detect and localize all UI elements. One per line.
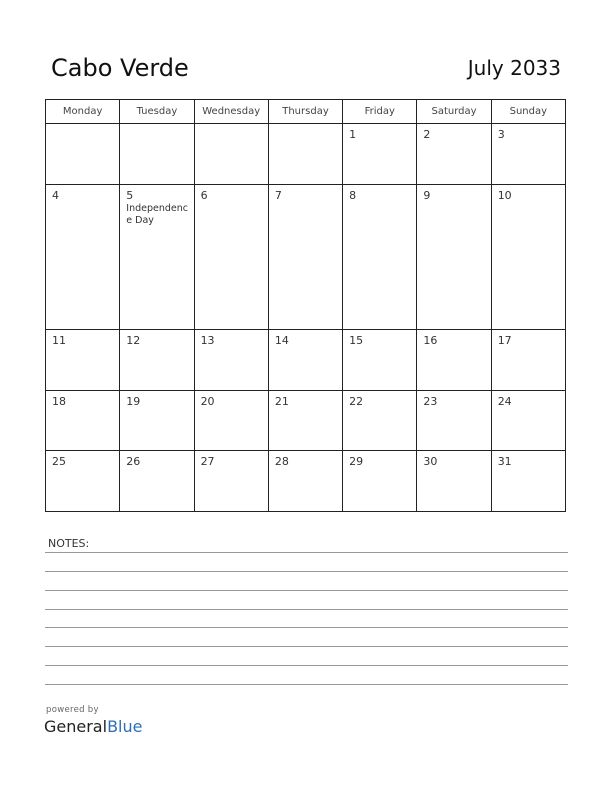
day-number: 31 <box>497 455 512 469</box>
day-cell <box>491 451 565 512</box>
day-cell <box>417 329 491 390</box>
week-row <box>46 124 566 185</box>
day-number: 1 <box>349 128 357 141</box>
day-cell <box>343 124 417 185</box>
day-cell <box>268 184 342 329</box>
notes-label: NOTES: <box>48 537 90 550</box>
day-cell <box>46 124 120 185</box>
weekday-sunday: Sunday <box>491 100 565 124</box>
brand-blue: Blue <box>107 717 143 736</box>
day-cell <box>120 329 194 390</box>
day-number: 12 <box>126 333 141 347</box>
week-row <box>46 184 566 329</box>
day-cell <box>268 451 342 512</box>
week-row <box>46 390 566 451</box>
day-number: 16 <box>423 333 438 347</box>
day-number: 22 <box>349 394 364 408</box>
day-number: 24 <box>497 394 512 408</box>
day-cell <box>343 184 417 329</box>
day-number: 6 <box>200 188 208 202</box>
day-number: 30 <box>423 455 438 469</box>
powered-by-text: powered by <box>46 705 99 715</box>
calendar-grid <box>45 99 566 512</box>
day-cell <box>46 329 120 390</box>
day-cell <box>120 184 194 329</box>
week-row <box>46 451 566 512</box>
note-line <box>45 684 568 685</box>
note-line <box>45 627 568 628</box>
day-cell <box>491 329 565 390</box>
day-cell <box>417 451 491 512</box>
note-line <box>45 571 568 572</box>
day-cell <box>268 329 342 390</box>
day-number: 3 <box>497 128 505 141</box>
day-number: 8 <box>349 188 357 202</box>
week-row <box>46 329 566 390</box>
day-number: 23 <box>423 394 438 408</box>
day-cell <box>343 451 417 512</box>
day-cell <box>46 390 120 451</box>
day-number: 27 <box>200 455 215 469</box>
note-line <box>45 646 568 647</box>
day-number: 15 <box>349 333 364 347</box>
generalblue-logo <box>44 717 142 736</box>
day-cell <box>194 329 268 390</box>
day-cell <box>343 390 417 451</box>
day-cell <box>194 451 268 512</box>
day-cell <box>417 184 491 329</box>
note-line <box>45 665 568 666</box>
day-number: 7 <box>274 188 282 202</box>
day-cell <box>491 390 565 451</box>
weekday-tuesday: Tuesday <box>120 100 194 124</box>
day-number: 10 <box>497 188 512 202</box>
day-cell <box>417 124 491 185</box>
note-line <box>45 552 568 553</box>
day-number: 13 <box>200 333 215 347</box>
weekday-monday: Monday <box>46 100 120 124</box>
day-number: 18 <box>52 394 66 408</box>
day-cell <box>120 124 194 185</box>
day-number: 20 <box>200 394 215 408</box>
day-number: 2 <box>423 128 431 141</box>
brand-general: General <box>44 717 108 736</box>
day-number: 17 <box>497 333 512 347</box>
weekday-header-row <box>46 100 566 124</box>
holiday-label: Independence Day <box>126 202 188 226</box>
day-number: 4 <box>52 188 59 202</box>
note-line <box>45 590 568 591</box>
note-line <box>45 609 568 610</box>
day-number: 5 <box>126 188 134 202</box>
day-cell <box>268 390 342 451</box>
weekday-thursday: Thursday <box>268 100 342 124</box>
day-cell <box>194 390 268 451</box>
day-number: 9 <box>423 188 431 202</box>
day-number: 26 <box>126 455 141 469</box>
day-cell <box>120 390 194 451</box>
day-cell <box>46 451 120 512</box>
day-cell <box>491 124 565 185</box>
day-cell <box>417 390 491 451</box>
day-number: 14 <box>274 333 289 347</box>
day-cell <box>120 451 194 512</box>
day-cell <box>46 184 120 329</box>
page-title: Cabo Verde <box>51 54 189 82</box>
month-label: July 2033 <box>467 56 561 80</box>
day-number: 19 <box>126 394 141 408</box>
weekday-wednesday: Wednesday <box>194 100 268 124</box>
weekday-saturday: Saturday <box>417 100 491 124</box>
day-cell <box>194 124 268 185</box>
day-number: 21 <box>274 394 289 408</box>
day-cell <box>268 124 342 185</box>
day-number: 11 <box>52 333 66 347</box>
day-cell <box>194 184 268 329</box>
day-cell <box>343 329 417 390</box>
day-number: 25 <box>52 455 66 469</box>
day-number: 28 <box>274 455 289 469</box>
day-number: 29 <box>349 455 364 469</box>
day-cell <box>491 184 565 329</box>
weekday-friday: Friday <box>343 100 417 124</box>
